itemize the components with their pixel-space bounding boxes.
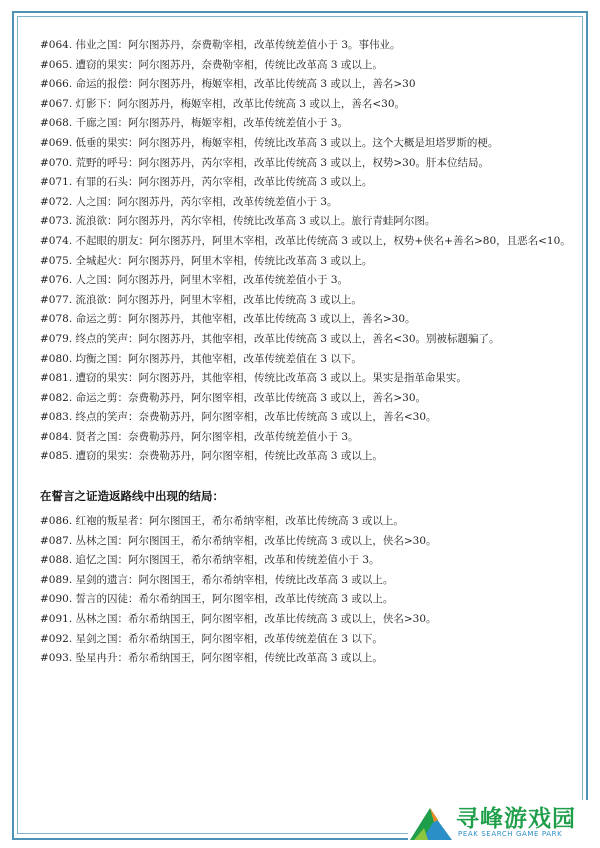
ending-item: #082. 命运之剪：奈费勒苏丹，阿尔图宰相，改革比传统高 3 或以上，善名>30。 (40, 391, 427, 404)
ending-item: #086. 红袍的叛星者：阿尔图国王，希尔希纳宰相，改革比传统高 3 或以上。 (40, 515, 404, 528)
ending-list-section-1 (40, 36, 580, 467)
ending-item: #068. 千廊之国：阿尔图苏丹，梅姬宰相，改革传统差值小于 3。 (40, 117, 349, 130)
ending-item: #075. 全城起火：阿尔图苏丹，阿里木宰相，传统比改革高 3 或以上。 (40, 254, 373, 267)
ending-item: #066. 命运的报偿：阿尔图苏丹，梅姬宰相，改革比传统高 3 或以上，善名>30 (40, 78, 416, 91)
logo-title: 寻峰游戏园 (456, 806, 576, 832)
ending-item: #069. 低垂的果实：阿尔图苏丹，梅姬宰相，传统比改革高 3 或以上。这个大概是坦塔罗斯的梗。 (40, 136, 499, 149)
mountain-logo-icon (408, 802, 454, 842)
ending-item: #091. 丛林之国：希尔希纳国王，阿尔图宰相，改革比传统高 3 或以上，侠名>30。 (40, 613, 437, 626)
ending-item: #089. 星剑的遗言：阿尔图国王，希尔希纳宰相，传统比改革高 3 或以上。 (40, 573, 394, 586)
ending-item: #071. 有罪的石头：阿尔图苏丹，芮尔宰相，改革比传统高 3 或以上。 (40, 176, 373, 189)
ending-item: #093. 坠星冉升：希尔希纳国王，阿尔图宰相，传统比改革高 3 或以上。 (40, 652, 383, 665)
ending-item: #065. 遭窃的果实：阿尔图苏丹，奈费勒宰相，传统比改革高 3 或以上。 (40, 58, 383, 71)
ending-item: #081. 遭窃的果实：阿尔图苏丹，其他宰相，传统比改革高 3 或以上。果实是指革命果实。 (40, 372, 467, 385)
ending-item: #078. 命运之剪：阿尔图苏丹，其他宰相，改革比传统高 3 或以上，善名>30。 (40, 313, 416, 326)
ending-item: #083. 终点的笑声：奈费勒苏丹，阿尔图宰相，改革比传统高 3 或以上，善名<30。 (40, 411, 437, 424)
ending-item: #084. 贤者之国：奈费勒苏丹，阿尔图宰相，改革传统差值小于 3。 (40, 430, 359, 443)
ending-item: #070. 荒野的呼号：阿尔图苏丹，芮尔宰相，改革比传统高 3 或以上，权势>30。肝本位结局。 (40, 156, 490, 169)
ending-item: #090. 誓言的囚徒：希尔希纳国王，阿尔图宰相，改革比传统高 3 或以上。 (40, 593, 394, 606)
ending-item: #085. 遭窃的果实：奈费勒苏丹，阿尔图宰相，传统比改革高 3 或以上。 (40, 450, 383, 463)
ending-item: #074. 不起眼的朋友：阿尔图苏丹，阿里木宰相，改革比传统高 3 或以上，权势+侠名+善名>80，且恶名<10。 (40, 234, 571, 247)
ending-item: #088. 追忆之国：阿尔图国王，希尔希纳宰相，改革和传统差值小于 3。 (40, 554, 380, 567)
ending-item: #073. 流浪欲：阿尔图苏丹，芮尔宰相，传统比改革高 3 或以上。旅行青蛙阿尔图。 (40, 215, 436, 228)
section-heading: 在誓言之证造返路线中出现的结局： (40, 489, 224, 504)
ending-item: #072. 人之国：阿尔图苏丹，芮尔宰相，改革传统差值小于 3。 (40, 195, 338, 208)
ending-item: #064. 伟业之国：阿尔图苏丹，奈费勒宰相，改革传统差值小于 3。事伟业。 (40, 39, 401, 51)
logo-subtitle: PEAK SEARCH GAME PARK (458, 830, 563, 838)
ending-item: #076. 人之国：阿尔图苏丹，阿里木宰相，改革传统差值小于 3。 (40, 274, 349, 287)
ending-item: #067. 灯影下：阿尔图苏丹，梅姬宰相，改革比传统高 3 或以上，善名<30。 (40, 97, 406, 110)
ending-item: #092. 星剑之国：希尔希纳国王，阿尔图宰相，改革传统差值在 3 以下。 (40, 632, 383, 645)
ending-item: #077. 流浪欲：阿尔图苏丹，阿里木宰相，改革比传统高 3 或以上。 (40, 293, 362, 306)
ending-item: #087. 丛林之国：阿尔图国王，希尔希纳宰相，改革比传统高 3 或以上，侠名>30。 (40, 534, 437, 547)
document-body (40, 36, 580, 669)
ending-item: #080. 均衡之国：阿尔图苏丹，其他宰相，改革传统差值在 3 以下。 (40, 352, 362, 365)
ending-item: #079. 终点的笑声：阿尔图苏丹，其他宰相，改革比传统高 3 或以上，善名<30。别被标题骗了。 (40, 332, 500, 345)
site-logo (408, 800, 598, 844)
ending-list-section-2 (40, 512, 580, 669)
